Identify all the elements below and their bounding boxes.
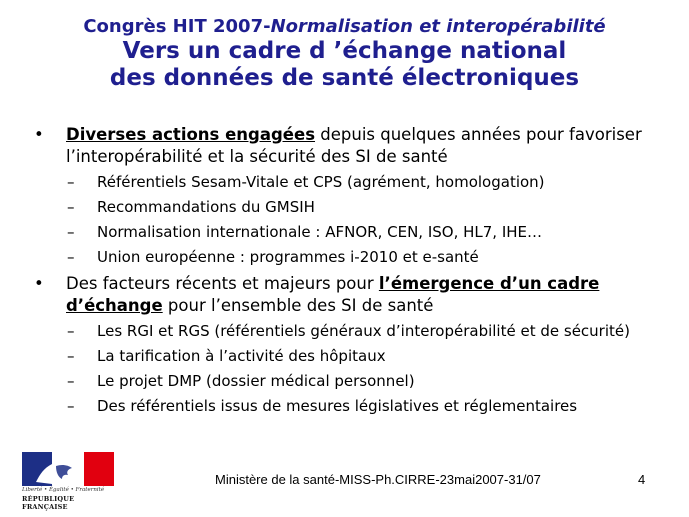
- subitem-text: Recommandations du GMSIH: [97, 198, 315, 216]
- subitem-text: Union européenne : programmes i-2010 et e-santé: [97, 248, 479, 266]
- subitem-text: La tarification à l’activité des hôpitaux: [97, 347, 386, 365]
- logo-motto: Liberté • Égalité • Fraternité: [22, 487, 105, 493]
- bullet-2: [34, 273, 644, 317]
- dash-marker: –: [67, 372, 75, 390]
- bullet-marker: •: [34, 125, 44, 144]
- dash-marker: –: [67, 322, 75, 340]
- subitem-text: Les RGI et RGS (référentiels généraux d’interopérabilité et de sécurité): [97, 322, 630, 340]
- subitem: [34, 321, 644, 341]
- logo-name: RÉPUBLIQUE FRANÇAISE: [22, 495, 75, 511]
- dash-marker: –: [67, 397, 75, 415]
- title-prefix: Congrès HIT 2007-: [83, 16, 271, 37]
- dash-marker: –: [67, 198, 75, 216]
- title-line-1: [0, 16, 689, 38]
- footer-text: Ministère de la santé-MISS-Ph.CIRRE-23mai2007-31/07: [215, 472, 541, 487]
- subitem-text: Référentiels Sesam-Vitale et CPS (agrément, homologation): [97, 173, 545, 191]
- subitem-text: Des référentiels issus de mesures législatives et réglementaires: [97, 397, 578, 415]
- marianne-flag-icon: [22, 452, 114, 486]
- dash-marker: –: [67, 223, 75, 241]
- slide-content: [34, 124, 644, 422]
- bullet-marker: •: [34, 274, 44, 293]
- republique-francaise-logo: [22, 452, 114, 511]
- subitem-text: Normalisation internationale : AFNOR, CEN, ISO, HL7, IHE…: [97, 223, 543, 241]
- bullet-1-text: depuis quelques années pour favoriser l’interopérabilité et la sécurité des SI de santé: [66, 125, 642, 166]
- subitem-text: Le projet DMP (dossier médical personnel): [97, 372, 415, 390]
- dash-marker: –: [67, 248, 75, 266]
- bullet-1-subitems: [34, 172, 644, 267]
- bullet-1-emphasis: Diverses actions engagées: [66, 125, 316, 144]
- subitem: [34, 197, 644, 217]
- bullet-2-emphasis: l’émergence d’un cadre d’échange: [66, 274, 600, 315]
- bullet-2-subitems: [34, 321, 644, 416]
- title-italic: Normalisation et interopérabilité: [270, 16, 606, 37]
- subitem: [34, 222, 644, 242]
- subitem: [34, 247, 644, 267]
- bullet-1: [34, 124, 644, 168]
- subitem: [34, 346, 644, 366]
- bullet-2-text: pour l’ensemble des SI de santé: [162, 296, 434, 315]
- title-line-2: Vers un cadre d ’échange national: [122, 38, 567, 64]
- dash-marker: –: [67, 173, 75, 191]
- slide-title: [0, 16, 689, 92]
- subitem: [34, 371, 644, 391]
- subitem: [34, 172, 644, 192]
- title-line-3: des données de santé électroniques: [109, 65, 580, 91]
- bullet-2-text-before: Des facteurs récents et majeurs pour: [66, 274, 379, 293]
- page-number: 4: [638, 472, 646, 487]
- dash-marker: –: [67, 347, 75, 365]
- subitem: [34, 396, 644, 416]
